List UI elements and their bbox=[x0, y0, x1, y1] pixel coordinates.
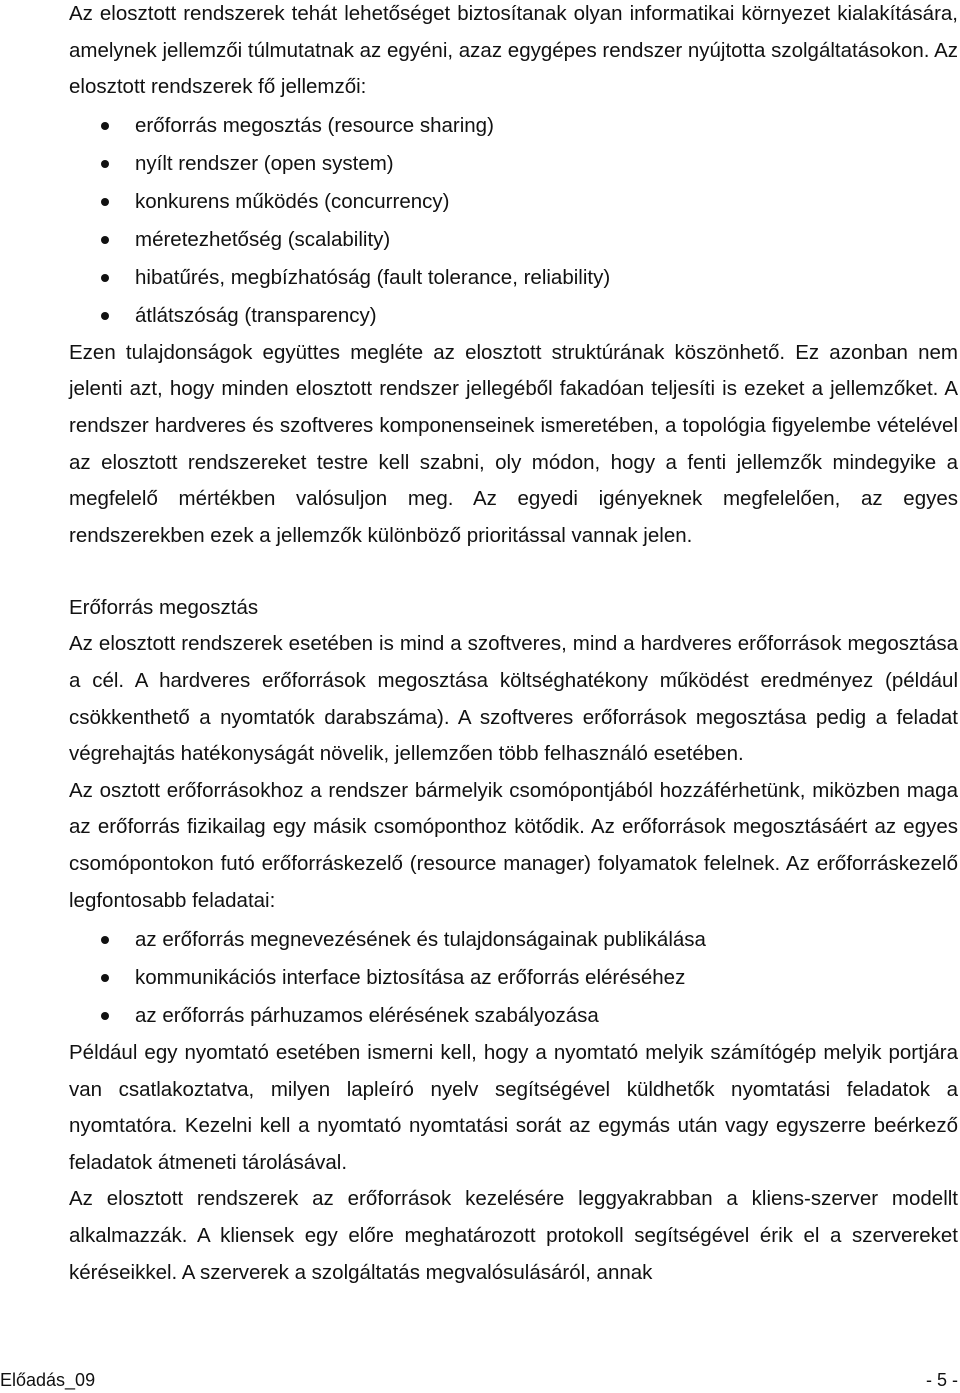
bullet-icon bbox=[101, 198, 109, 206]
list-item: hibatűrés, megbízhatóság (fault tolerance, reliability) bbox=[69, 259, 958, 297]
list-item: az erőforrás megnevezésének és tulajdonságainak publikálása bbox=[69, 921, 958, 959]
footer-page-number: - 5 - bbox=[925, 1370, 958, 1390]
list-item: erőforrás megosztás (resource sharing) bbox=[69, 107, 958, 145]
bullet-icon bbox=[101, 274, 109, 282]
list-item: kommunikációs interface biztosítása az erőforrás eléréséhez bbox=[69, 959, 958, 997]
list-item: méretezhetőség (scalability) bbox=[69, 221, 958, 259]
bullet-icon bbox=[101, 236, 109, 244]
bullet-icon bbox=[101, 312, 109, 320]
bullet-icon bbox=[101, 936, 109, 944]
bullet-icon bbox=[101, 160, 109, 168]
list-item: átlátszóság (transparency) bbox=[69, 297, 958, 335]
bullet-icon bbox=[101, 974, 109, 982]
paragraph-resource-sharing: Az elosztott rendszerek esetében is mind a szoftveres, mind a hardveres erőforrások megosztása a cél. A hardveres erőforrások megosztása költséghatékony működést eredményez (például csökkenthető a nyomtatók darabszáma). A szoftveres erőforrások megosztása pedig a feladat végrehajtás hatékonyságát növelik, jellemzően több felhasználó esetében. bbox=[69, 632, 958, 766]
list-item: konkurens működés (concurrency) bbox=[69, 183, 958, 221]
list-item: az erőforrás párhuzamos elérésének szabályozása bbox=[69, 997, 958, 1035]
paragraph-resource-manager: Az osztott erőforrásokhoz a rendszer bármelyik csomópontjából hozzáférhetünk, miközben maga az erőforrás fizikailag egy másik csomóponthoz kötődik. Az erőforrások megosztásáért az egyes csomópontokon futó erőforráskezelő (resource manager) folyamatok felelnek. Az erőforráskezelő legfontosabb feladatai: bbox=[69, 778, 958, 912]
document-page bbox=[69, 0, 958, 1291]
bullet-icon bbox=[101, 1012, 109, 1020]
paragraph-printer-example: Például egy nyomtató esetében ismerni kell, hogy a nyomtató melyik számítógép melyik portjára van csatlakoztatva, milyen lapleíró nyelv segítségével küldhetők nyomtatási feladatok a nyomtatóra. Kezelni kell a nyomtató nyomtatási sorát az egymás után vagy egyszerre beérkező feladatok átmeneti tárolásával. bbox=[69, 1041, 958, 1174]
paragraph-intro: Az elosztott rendszerek tehát lehetőséget biztosítanak olyan informatikai környezet kialakítására, amelynek jellemzői túlmutatnak az egyéni, azaz egygépes rendszer nyújtotta szolgáltatásokon. Az elosztott rendszerek fő jellemzői: bbox=[69, 2, 958, 99]
paragraph-properties: Ezen tulajdonságok együttes megléte az elosztott struktúrának köszönhető. Ez azonban nem jelenti azt, hogy minden elosztott rendszer jellegéből fakadóan teljesíti is ezeket a jellemzőket. A rendszer hardveres és szoftveres komponenseinek ismeretében, a topológia figyelembe vételével az elosztott rendszereket testre kell szabni, oly módon, hogy a fenti jellemzők mindegyike a megfelelő mértékben valósuljon meg. Az egyedi igényeknek megfelelően, az egyes rendszerekben ezek a jellemzők különböző prioritással vannak jelen. bbox=[69, 340, 958, 547]
paragraph-client-server: Az elosztott rendszerek az erőforrások kezelésére leggyakrabban a kliens-szerver modellt alkalmazzák. A kliensek egy előre meghatározott protokoll segítségével érik el a szervereket kéréseikkel. A szerverek a szolgáltatás megvalósulásáról, annak bbox=[69, 1187, 958, 1284]
features-list bbox=[69, 107, 958, 335]
tasks-list bbox=[69, 921, 958, 1035]
section-heading: Erőforrás megosztás bbox=[69, 596, 259, 620]
footer-lecture-label: Előadás_09 bbox=[0, 1370, 96, 1390]
list-item: nyílt rendszer (open system) bbox=[69, 145, 958, 183]
bullet-icon bbox=[101, 122, 109, 130]
